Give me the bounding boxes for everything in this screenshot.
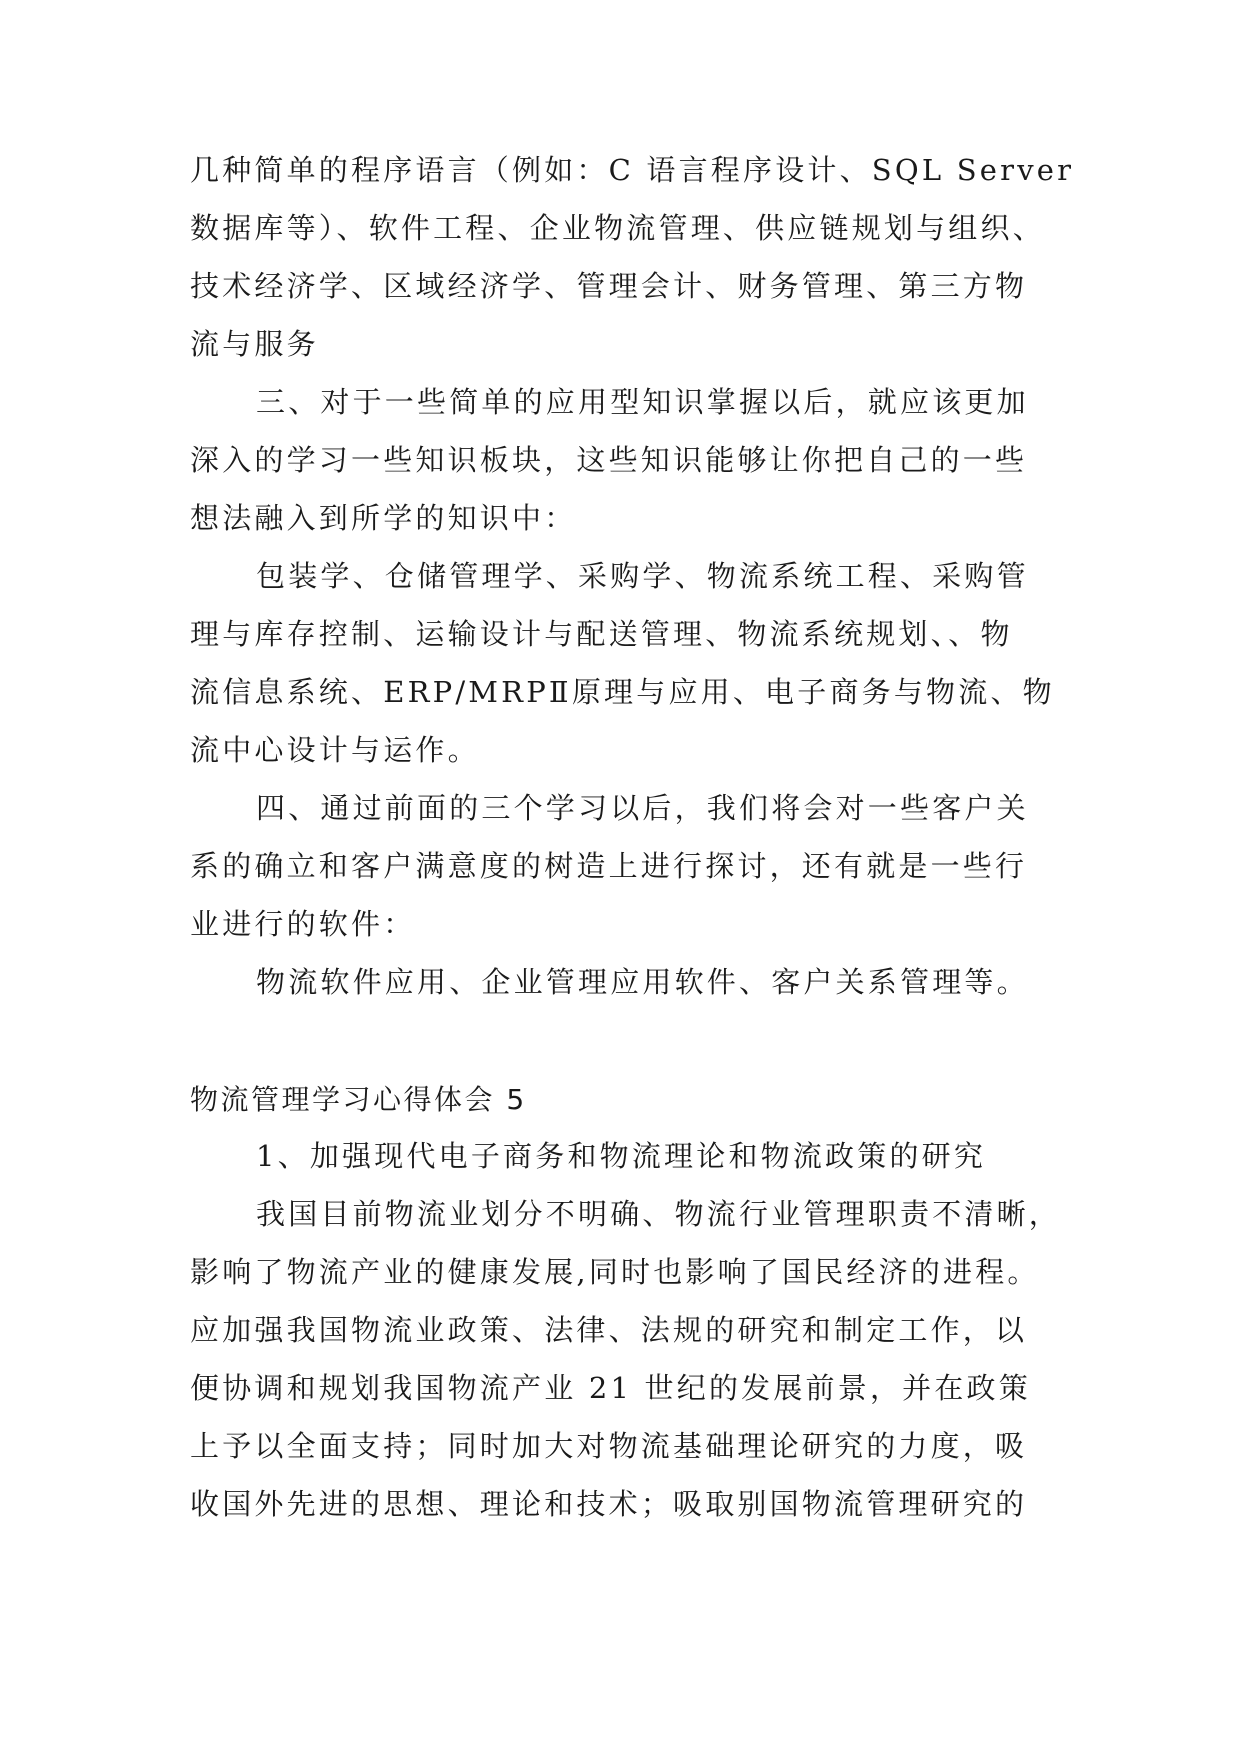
text-line: 想法融入到所学的知识中：	[190, 501, 577, 535]
text-line: 深入的学习一些知识板块，这些知识能够让你把自己的一些	[190, 443, 1028, 477]
text-line: 包装学、仓储管理学、采购学、物流系统工程、采购管	[256, 559, 1029, 593]
text-line: 四、通过前面的三个学习以后，我们将会对一些客户关	[256, 791, 1029, 825]
text-line: 影响了物流产业的健康发展,同时也影响了国民经济的进程。	[190, 1255, 1040, 1289]
text-line: 收国外先进的思想、理论和技术；吸取别国物流管理研究的	[190, 1487, 1028, 1521]
text-line: 流与服务	[190, 327, 319, 361]
text-line: 几种简单的程序语言（例如：C 语言程序设计、SQL Server	[190, 153, 1075, 187]
section-heading: 物流管理学习心得体会 5	[190, 1083, 527, 1116]
text-line: 理与库存控制、运输设计与配送管理、物流系统规划、、物	[190, 617, 1013, 651]
text-line: 技术经济学、区域经济学、管理会计、财务管理、第三方物	[190, 269, 1028, 303]
text-line: 上予以全面支持；同时加大对物流基础理论研究的力度，吸	[190, 1429, 1028, 1463]
text-line: 数据库等）、软件工程、企业物流管理、供应链规划与组织、	[190, 211, 1045, 245]
text-line: 我国目前物流业划分不明确、物流行业管理职责不清晰，	[256, 1197, 1062, 1231]
text-line: 三、对于一些简单的应用型知识掌握以后，就应该更加	[256, 385, 1029, 419]
text-line: 业进行的软件：	[190, 907, 416, 941]
text-line: 系的确立和客户满意度的树造上进行探讨，还有就是一些行	[190, 849, 1028, 883]
text-line: 物流软件应用、企业管理应用软件、客户关系管理等。	[256, 965, 1029, 999]
text-line: 流信息系统、ERP/MRPⅡ原理与应用、电子商务与物流、物	[190, 675, 1055, 709]
text-line: 流中心设计与运作。	[190, 733, 480, 767]
text-line: 1、加强现代电子商务和物流理论和物流政策的研究	[256, 1139, 987, 1173]
text-line: 便协调和规划我国物流产业 21 世纪的发展前景，并在政策	[190, 1371, 1031, 1405]
text-line: 应加强我国物流业政策、法律、法规的研究和制定工作，以	[190, 1313, 1028, 1347]
